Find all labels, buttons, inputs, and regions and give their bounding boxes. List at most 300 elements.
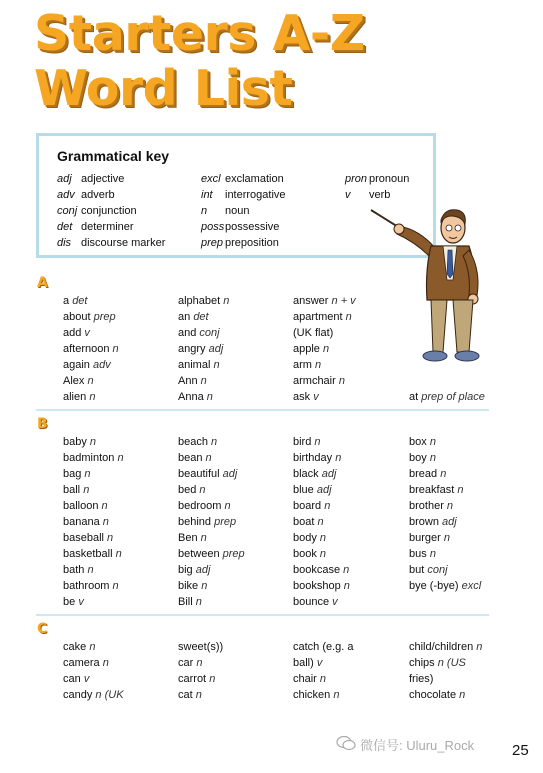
page-title-line2: Word List <box>34 60 293 117</box>
part-of-speech: n <box>196 657 203 669</box>
word: bathroom <box>63 580 110 592</box>
word-entry <box>178 594 245 610</box>
word: Ben <box>178 532 198 544</box>
word-entry <box>409 578 481 594</box>
word-entry <box>293 594 350 610</box>
part-of-speech: n <box>200 532 207 544</box>
word: ball) <box>293 657 314 669</box>
part-of-speech: n <box>324 500 331 512</box>
word: alien <box>63 391 87 403</box>
word-entry <box>63 594 124 610</box>
key-entry <box>201 187 286 203</box>
word-column <box>178 639 223 703</box>
word-entry <box>293 341 356 357</box>
word-entry <box>178 562 245 578</box>
word: burger <box>409 532 441 544</box>
part-of-speech: conj <box>199 327 220 339</box>
key-meaning: pronoun <box>369 173 410 185</box>
word-entry <box>293 578 350 594</box>
word-entry <box>409 562 481 578</box>
word-entry <box>293 466 350 482</box>
key-entry <box>345 171 409 187</box>
key-heading: Grammatical key <box>57 148 170 164</box>
word-entry <box>293 546 350 562</box>
word: bath <box>63 564 85 576</box>
key-entry <box>201 219 286 235</box>
part-of-speech: v <box>332 596 338 608</box>
word-entry <box>63 687 124 703</box>
key-abbreviation: adj <box>57 173 72 185</box>
word-entry <box>293 293 356 309</box>
part-of-speech: n <box>115 548 122 560</box>
watermark-text: 微信号: Uluru_Rock <box>360 738 475 753</box>
word: cat <box>178 689 193 701</box>
word-entry <box>409 687 482 703</box>
key-meaning: noun <box>225 205 250 217</box>
word: basketball <box>63 548 113 560</box>
word: bag <box>63 468 82 480</box>
word-entry <box>293 498 350 514</box>
word-entry <box>63 639 124 655</box>
word: child/children <box>409 641 474 653</box>
key-abbreviation: conj <box>57 205 78 217</box>
word-entry <box>293 639 354 655</box>
key-meaning: exclamation <box>225 173 284 185</box>
word-entry <box>293 325 356 341</box>
word: and <box>178 327 197 339</box>
word-column <box>178 293 229 405</box>
section-letter-b: B <box>37 416 48 432</box>
key-abbreviation: pron <box>345 173 368 185</box>
word-column <box>293 639 354 703</box>
key-abbreviation: poss <box>201 221 225 233</box>
word-entry <box>63 450 124 466</box>
word: Alex <box>63 375 85 387</box>
part-of-speech: n <box>107 532 114 544</box>
word-entry <box>178 341 229 357</box>
word-column <box>63 639 124 703</box>
word-entry <box>63 466 124 482</box>
word-entry <box>409 514 481 530</box>
word: alphabet <box>178 295 221 307</box>
word-entry <box>63 434 124 450</box>
part-of-speech: det <box>72 295 88 307</box>
part-of-speech: prep <box>222 548 245 560</box>
word-entry <box>178 357 229 373</box>
word-entry <box>293 482 350 498</box>
word: chair <box>293 673 317 685</box>
part-of-speech: v <box>316 657 323 669</box>
word: armchair <box>293 375 336 387</box>
key-meaning: verb <box>369 189 391 201</box>
word: black <box>293 468 319 480</box>
part-of-speech: n <box>201 580 208 592</box>
part-of-speech: n <box>343 580 350 592</box>
word-entry <box>178 655 223 671</box>
word-entry <box>293 373 356 389</box>
word: blue <box>293 484 314 496</box>
word-entry <box>178 530 245 546</box>
word-entry <box>178 309 229 325</box>
part-of-speech: n <box>87 564 94 576</box>
key-entry <box>201 171 286 187</box>
part-of-speech: n <box>446 500 454 512</box>
word: balloon <box>63 500 99 512</box>
word-column <box>409 293 485 405</box>
word: about <box>63 311 91 323</box>
key-entry <box>201 235 286 251</box>
word: answer <box>293 295 329 307</box>
word-entry <box>63 671 124 687</box>
part-of-speech: n <box>317 516 324 528</box>
part-of-speech: n <box>117 452 124 464</box>
word-entry <box>409 357 485 373</box>
key-entry <box>57 203 165 219</box>
word: bye (-bye) <box>409 580 459 592</box>
part-of-speech: n <box>200 375 207 387</box>
section-letter-c: C <box>37 621 48 637</box>
word: brown <box>409 516 439 528</box>
part-of-speech: n <box>429 548 436 560</box>
word-entry <box>409 373 485 389</box>
word: fries) <box>409 673 434 685</box>
word: Ann <box>178 375 198 387</box>
key-abbreviation: int <box>201 189 213 201</box>
part-of-speech: n <box>338 375 345 387</box>
word-column <box>178 434 245 610</box>
key-meaning: preposition <box>225 237 279 249</box>
section-divider <box>36 614 489 616</box>
word: but <box>409 564 425 576</box>
word-entry <box>293 450 350 466</box>
word-entry <box>63 530 124 546</box>
part-of-speech: n <box>457 484 464 496</box>
part-of-speech: n <box>429 452 436 464</box>
part-of-speech: n (UK <box>95 689 124 701</box>
part-of-speech: adj <box>195 564 211 576</box>
word: arm <box>293 359 312 371</box>
key-meaning: possessive <box>225 221 280 233</box>
part-of-speech: n <box>213 359 220 371</box>
word-entry <box>409 309 485 325</box>
part-of-speech: n <box>89 641 96 653</box>
word: badminton <box>63 452 115 464</box>
section-divider <box>36 409 489 411</box>
word: (UK flat) <box>293 327 334 339</box>
key-abbreviation: n <box>201 205 208 217</box>
part-of-speech: n <box>206 391 213 403</box>
key-meaning: adverb <box>81 189 115 201</box>
word: big <box>178 564 193 576</box>
word-entry <box>63 546 124 562</box>
part-of-speech: n <box>84 468 91 480</box>
word: bus <box>409 548 427 560</box>
key-entry <box>57 187 165 203</box>
word: bookcase <box>293 564 341 576</box>
word-column <box>293 434 350 610</box>
word-entry <box>409 655 482 671</box>
part-of-speech: prep <box>214 516 237 528</box>
word: bed <box>178 484 197 496</box>
part-of-speech: n <box>319 532 327 544</box>
word-entry <box>178 434 245 450</box>
word: bean <box>178 452 203 464</box>
word: board <box>293 500 322 512</box>
word-entry <box>63 357 119 373</box>
word: candy <box>63 689 93 701</box>
word: carrot <box>178 673 207 685</box>
part-of-speech: adj <box>316 484 332 496</box>
word-entry <box>409 434 481 450</box>
word: be <box>63 596 76 608</box>
word-entry <box>409 530 481 546</box>
word: apartment <box>293 311 343 323</box>
word: box <box>409 436 427 448</box>
part-of-speech: n <box>319 673 327 685</box>
word-entry <box>63 562 124 578</box>
word: boy <box>409 452 427 464</box>
word: birthday <box>293 452 333 464</box>
part-of-speech: n <box>211 436 218 448</box>
word-entry <box>178 498 245 514</box>
key-abbreviation: prep <box>201 237 224 249</box>
page-number: 25 <box>512 742 529 759</box>
word-entry <box>293 389 356 405</box>
part-of-speech: n <box>83 484 90 496</box>
word: breakfast <box>409 484 455 496</box>
part-of-speech: n <box>345 311 352 323</box>
part-of-speech: n <box>440 468 447 480</box>
word-entry <box>293 357 356 373</box>
part-of-speech: n <box>89 436 97 448</box>
word-entry <box>178 482 245 498</box>
part-of-speech: n <box>443 532 450 544</box>
part-of-speech: v <box>84 327 90 339</box>
word-entry <box>63 325 119 341</box>
word: a <box>63 295 70 307</box>
word: chips <box>409 657 435 669</box>
key-column <box>57 171 165 251</box>
word-entry <box>178 671 223 687</box>
key-abbreviation: det <box>57 221 73 233</box>
word-column <box>293 293 356 405</box>
word: body <box>293 532 317 544</box>
word-entry <box>178 293 229 309</box>
word-entry <box>63 293 119 309</box>
word: bookshop <box>293 580 341 592</box>
part-of-speech: n <box>223 295 230 307</box>
part-of-speech: n (US <box>437 657 466 669</box>
word-entry <box>178 389 229 405</box>
part-of-speech: v <box>313 391 319 403</box>
word-entry <box>63 655 124 671</box>
part-of-speech: n <box>112 580 119 592</box>
key-entry <box>57 235 165 251</box>
key-meaning: discourse marker <box>81 237 166 249</box>
key-meaning: interrogative <box>225 189 286 201</box>
word: bike <box>178 580 199 592</box>
word-entry <box>63 389 119 405</box>
word-entry <box>293 687 354 703</box>
word-entry <box>293 671 354 687</box>
word-entry <box>409 293 485 309</box>
word-entry <box>63 341 119 357</box>
word: an <box>178 311 191 323</box>
word-entry <box>409 498 481 514</box>
part-of-speech: n <box>205 452 212 464</box>
word-entry <box>63 482 124 498</box>
wechat-watermark <box>336 735 474 754</box>
word: catch (e.g. a <box>293 641 354 653</box>
section-letter-a: A <box>37 275 48 291</box>
word-entry <box>63 498 124 514</box>
word-entry <box>178 466 245 482</box>
part-of-speech: n <box>102 657 109 669</box>
word: camera <box>63 657 100 669</box>
part-of-speech: adv <box>92 359 111 371</box>
word-entry <box>409 482 481 498</box>
word: angry <box>178 343 206 355</box>
word: add <box>63 327 82 339</box>
key-entry <box>57 219 165 235</box>
word-entry <box>178 325 229 341</box>
word-entry <box>178 639 223 655</box>
key-meaning: adjective <box>81 173 125 185</box>
word: behind <box>178 516 212 528</box>
part-of-speech: n <box>335 452 342 464</box>
part-of-speech: v <box>78 596 84 608</box>
word-entry <box>178 687 223 703</box>
word-entry <box>293 309 356 325</box>
part-of-speech: n <box>199 484 206 496</box>
part-of-speech: n <box>319 548 327 560</box>
word-entry <box>178 546 245 562</box>
key-abbreviation: v <box>345 189 351 201</box>
word: again <box>63 359 90 371</box>
part-of-speech: n <box>112 343 119 355</box>
word: afternoon <box>63 343 110 355</box>
word-column <box>63 434 124 610</box>
part-of-speech: n <box>322 343 330 355</box>
part-of-speech: n <box>333 689 340 701</box>
part-of-speech: n <box>87 375 94 387</box>
word: between <box>178 548 220 560</box>
word-entry <box>409 671 482 687</box>
word: ball <box>63 484 81 496</box>
part-of-speech: n <box>343 564 350 576</box>
word-entry <box>178 373 229 389</box>
word-column <box>63 293 119 405</box>
word-entry <box>63 373 119 389</box>
word: bird <box>293 436 312 448</box>
word-entry <box>409 450 481 466</box>
word: at <box>409 391 419 403</box>
word-entry <box>293 434 350 450</box>
word: car <box>178 657 194 669</box>
word-entry <box>293 530 350 546</box>
word: apple <box>293 343 320 355</box>
word-entry <box>293 514 350 530</box>
word-entry <box>293 562 350 578</box>
word: beautiful <box>178 468 220 480</box>
part-of-speech: n <box>195 689 202 701</box>
word-column <box>409 434 481 594</box>
word: book <box>293 548 317 560</box>
word: animal <box>178 359 211 371</box>
word: cake <box>63 641 87 653</box>
part-of-speech: n <box>209 673 216 685</box>
word-entry <box>63 309 119 325</box>
part-of-speech: n <box>101 500 108 512</box>
word-entry <box>409 639 482 655</box>
word: brother <box>409 500 444 512</box>
word: bounce <box>293 596 330 608</box>
part-of-speech: n <box>459 689 466 701</box>
key-entry <box>57 171 165 187</box>
part-of-speech: conj <box>427 564 448 576</box>
word-entry <box>178 578 245 594</box>
word-entry <box>63 514 124 530</box>
word: bread <box>409 468 438 480</box>
part-of-speech: adj <box>208 343 224 355</box>
part-of-speech: n <box>195 596 202 608</box>
key-meaning: determiner <box>81 221 134 233</box>
part-of-speech: n <box>315 359 322 371</box>
word: ask <box>293 391 311 403</box>
word-entry <box>409 546 481 562</box>
part-of-speech: n <box>224 500 231 512</box>
part-of-speech: adj <box>222 468 238 480</box>
part-of-speech: n <box>476 641 483 653</box>
part-of-speech: n <box>314 436 321 448</box>
word-entry <box>409 389 485 405</box>
word-entry <box>178 450 245 466</box>
key-abbreviation: dis <box>57 237 72 249</box>
key-column <box>201 171 286 251</box>
word: baby <box>63 436 87 448</box>
part-of-speech: prep of place <box>421 391 485 403</box>
word: Anna <box>178 391 204 403</box>
key-abbreviation: excl <box>201 173 221 185</box>
wechat-icon <box>336 735 356 754</box>
part-of-speech: n <box>102 516 109 528</box>
word: banana <box>63 516 100 528</box>
word: baseball <box>63 532 104 544</box>
part-of-speech: n <box>89 391 96 403</box>
part-of-speech: excl <box>461 580 482 592</box>
part-of-speech: n <box>429 436 436 448</box>
page-title-line1: Starters A-Z <box>34 5 365 62</box>
key-abbreviation: adv <box>57 189 75 201</box>
word-entry <box>409 325 485 341</box>
word-column <box>409 639 482 703</box>
part-of-speech: v <box>83 673 90 685</box>
key-entry <box>201 203 286 219</box>
key-meaning: conjunction <box>81 205 137 217</box>
word-entry <box>409 341 485 357</box>
word-entry <box>178 514 245 530</box>
word: can <box>63 673 81 685</box>
word: beach <box>178 436 208 448</box>
word: bedroom <box>178 500 222 512</box>
part-of-speech: adj <box>442 516 457 528</box>
word-entry <box>409 466 481 482</box>
part-of-speech: adj <box>321 468 337 480</box>
part-of-speech: det <box>193 311 209 323</box>
word: chicken <box>293 689 331 701</box>
part-of-speech: n + v <box>331 295 356 307</box>
word: sweet(s)) <box>178 641 224 653</box>
